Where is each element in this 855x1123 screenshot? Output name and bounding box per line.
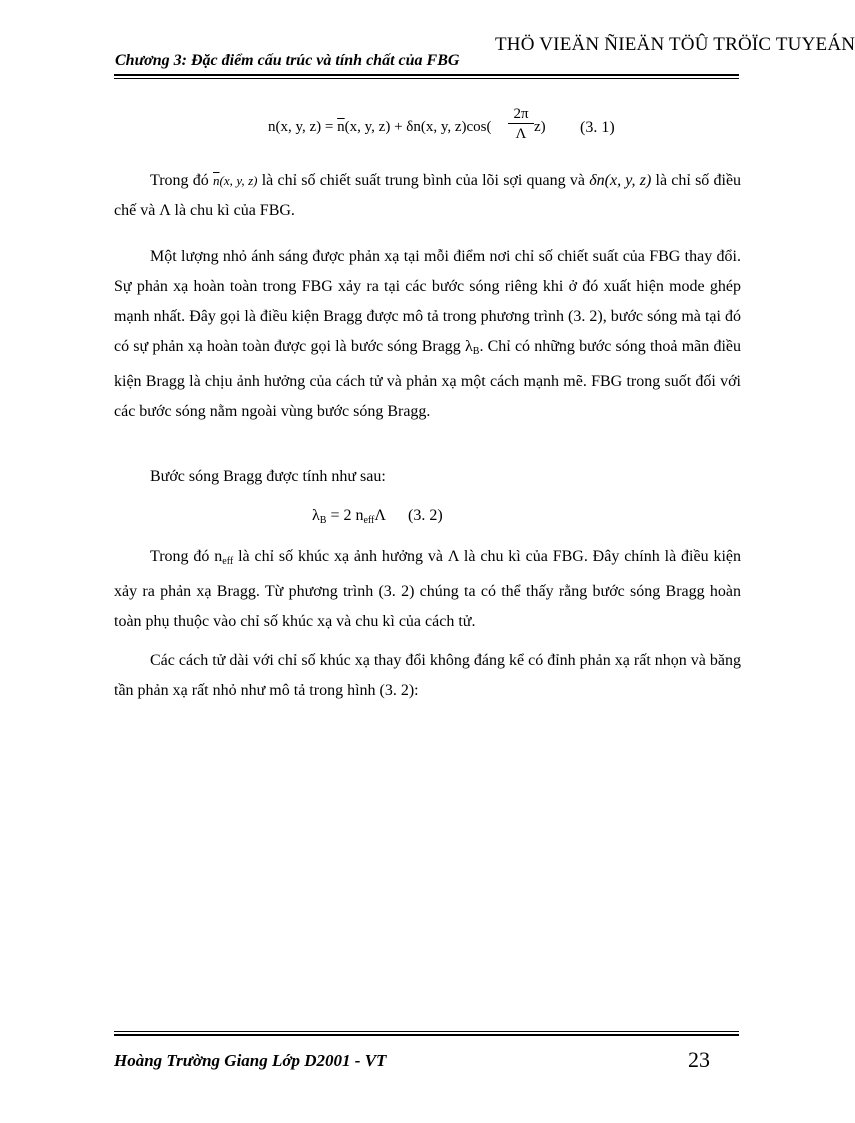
paragraph-3: Bước sóng Bragg được tính như sau: [150,468,386,485]
fraction-numerator: 2π [508,105,534,124]
equation-tail: z) [534,119,546,135]
fraction-denominator: Λ [515,126,527,142]
header-rule-thin [114,78,739,79]
equation-lhs: n(x, y, $z) = \overline{n}(x$, y, z) + δn(x, y, z)cos( [268,119,492,135]
equation-fraction [508,105,534,144]
equation-number: (3. 2) [408,507,443,524]
footer-rule [114,1034,739,1036]
paragraph-2: Một lượng nhỏ ánh sáng được phản xạ tại mỗi điểm nơi chỉ số chiết suất của FBG thay đổi. Sự phản xạ hoàn toàn trong FBG xảy ra tại các bước sóng riêng khi ở đó xuất hiện mode ghép mạnh nhất. Đây gọi là điều kiện Bragg được mô tả trong phương trình (3. 2), bước sóng mà tại đó có sự phản xạ hoàn toàn được gọi là bước sóng Bragg $\lambda_B$. Chỉ có những bước sóng thoả mãn điều kiện Bragg là chịu ảnh hưởng của cách tử và phản xạ một cách mạnh mẽ. FBG trong suốt đối với các bước sóng nằm ngoài vùng bước sóng Bragg. [114,248,741,420]
equation-3-2: $\lambda_B = 2$ $n_{eff}\Lambda$ (3. 2) [312,507,443,526]
footer-author: Hoàng Trường Giang Lớp D2001 - VT [114,1051,387,1070]
chapter-title: Chương 3: Đặc điểm cấu trúc và tính chất của FBG [115,52,460,69]
paragraph-5: Các cách tử dài với chỉ số khúc xạ thay đổi không đáng kể có đỉnh phản xạ rất nhọn và băng tần phản xạ rất nhỏ như mô tả trong hình (3. 2): [114,652,741,699]
header-rule [114,74,739,76]
equation-3-1 [268,105,698,155]
paragraph-4: Trong đó $n_{eff}$ là chỉ số khúc xạ ảnh hưởng và Λ là chu kì của FBG. Đây chính là điều kiện xảy ra phản xạ Bragg. Từ phương trình (3. 2) chúng ta có thể thấy rằng bước sóng Bragg hoàn toàn phụ thuộc vào chỉ số khúc xạ và chu kì của cách tử. [114,548,741,630]
page-number: 23 [688,1047,710,1072]
watermark-text: THÖ VIEÄN ÑIEÄN TÖÛ TRÖÏC TUYEÁN [495,34,855,55]
equation-number: (3. 1) [580,119,615,136]
paragraph-1: Trong đó $\overline{n}(x$, y, z) là chỉ số chiết suất trung bình của lõi sợi quang và δn(x, y, z) là chỉ số điều chế và Λ là chu kì của FBG. [114,172,742,219]
footer-rule-thin [114,1031,739,1032]
